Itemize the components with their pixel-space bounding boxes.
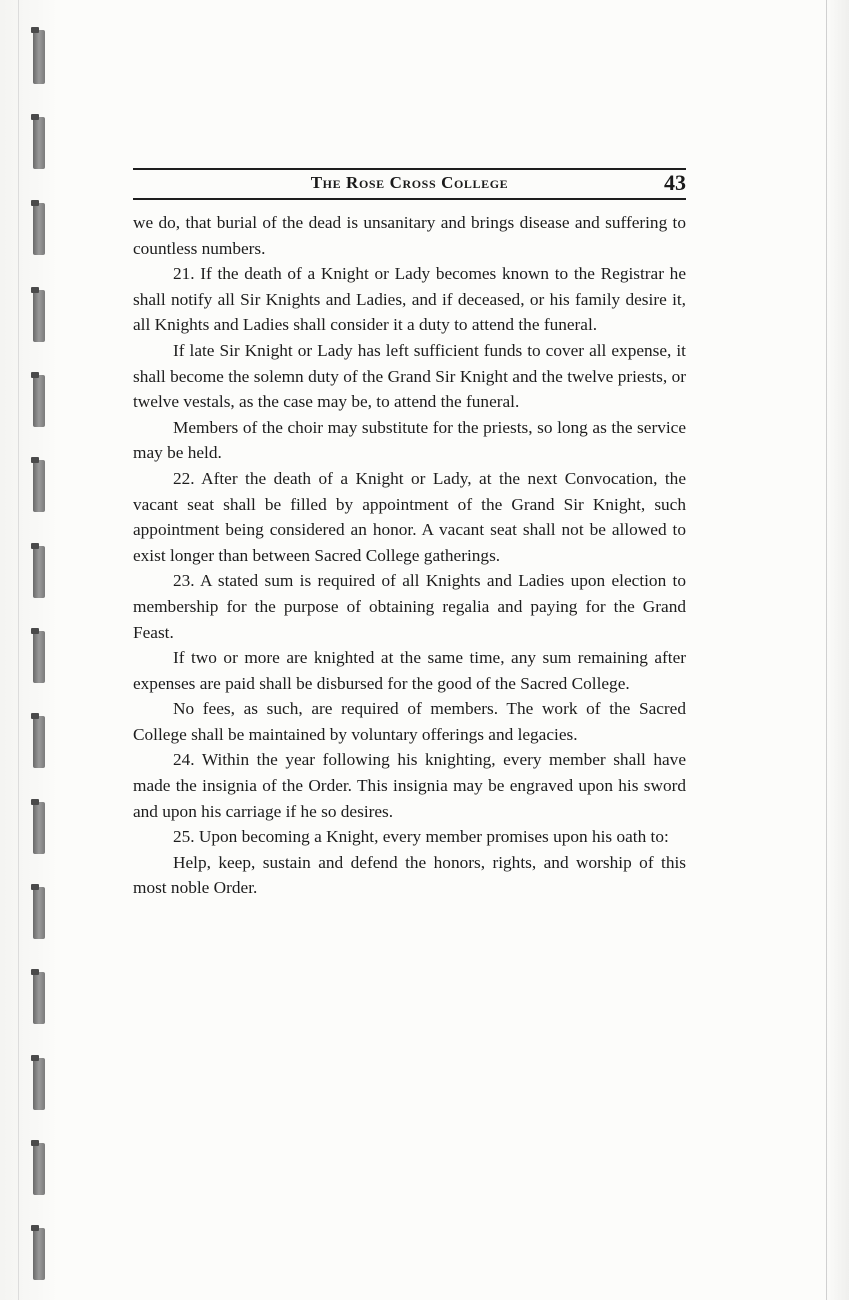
paragraph-section-25: 25. Upon becoming a Knight, every member promises upon his oath to: (173, 827, 669, 847)
binding-hole (33, 117, 45, 169)
binding-hole (33, 30, 45, 84)
paragraph-funds: If late Sir Knight or Lady has left sufficient funds to cover all expense, it shall become the solemn duty of the Grand Sir Knight and the twelve priests, or twelve vestals, as the case may be, to attend the funeral. (133, 340, 686, 412)
binding-hole (33, 972, 45, 1024)
header-rule-top (133, 168, 686, 170)
binding-hole (33, 802, 45, 854)
paragraph-section-22: 22. After the death of a Knight or Lady, at the next Convocation, the vacant seat shall be filled by appointment of the Grand Sir Knight, such appointment being considered an honor. A vacant seat shall not be allowed to exist longer than between Sacred College gatherings. (133, 468, 686, 565)
binding-hole (33, 1143, 45, 1195)
paragraph-fees: No fees, as such, are required of members. The work of the Sacred College shall be maintained by voluntary offerings and legacies. (133, 699, 686, 744)
paragraph-knighted: If two or more are knighted at the same time, any sum remaining after expenses are paid shall be disbursed for the good of the Sacred College. (133, 648, 686, 693)
page-edge-line (826, 0, 827, 1300)
paragraph-oath: Help, keep, sustain and defend the honors, rights, and worship of this most noble Order. (133, 852, 686, 898)
binding-hole (33, 375, 45, 427)
binding-hole (33, 1228, 45, 1280)
binding-hole (33, 203, 45, 255)
spine-line (18, 0, 19, 1300)
body-text (133, 210, 686, 901)
binding-hole (33, 546, 45, 598)
paragraph-section-23: 23. A stated sum is required of all Knights and Ladies upon election to membership for the purpose of obtaining regalia and paying for the Grand Feast. (133, 571, 686, 642)
binding-hole (33, 887, 45, 939)
running-title: The Rose Cross College (310, 173, 509, 192)
paragraph-continuation: we do, that burial of the dead is unsanitary and brings disease and suffering to countless numbers. (133, 213, 686, 258)
binding-hole (33, 460, 45, 512)
binding-hole (33, 716, 45, 768)
running-head (133, 172, 686, 196)
paragraph-section-21: 21. If the death of a Knight or Lady becomes known to the Registrar he shall notify all Sir Knights and Ladies, and if deceased, or his family desire it, all Knights and Ladies shall consider it a duty to attend the funeral. (133, 264, 686, 335)
page-edge-shadow (825, 0, 849, 1300)
page-number: 43 (664, 170, 686, 195)
binding-hole (33, 631, 45, 683)
binding-strip (0, 0, 58, 1300)
paragraph-choir: Members of the choir may substitute for the priests, so long as the service may be held. (133, 417, 686, 463)
binding-hole (33, 1058, 45, 1110)
paragraph-section-24: 24. Within the year following his knighting, every member shall have made the insignia of the Order. This insignia may be engraved upon his sword and upon his carriage if he so desires. (133, 750, 686, 821)
header-rule-bottom (133, 198, 686, 200)
binding-hole (33, 290, 45, 342)
